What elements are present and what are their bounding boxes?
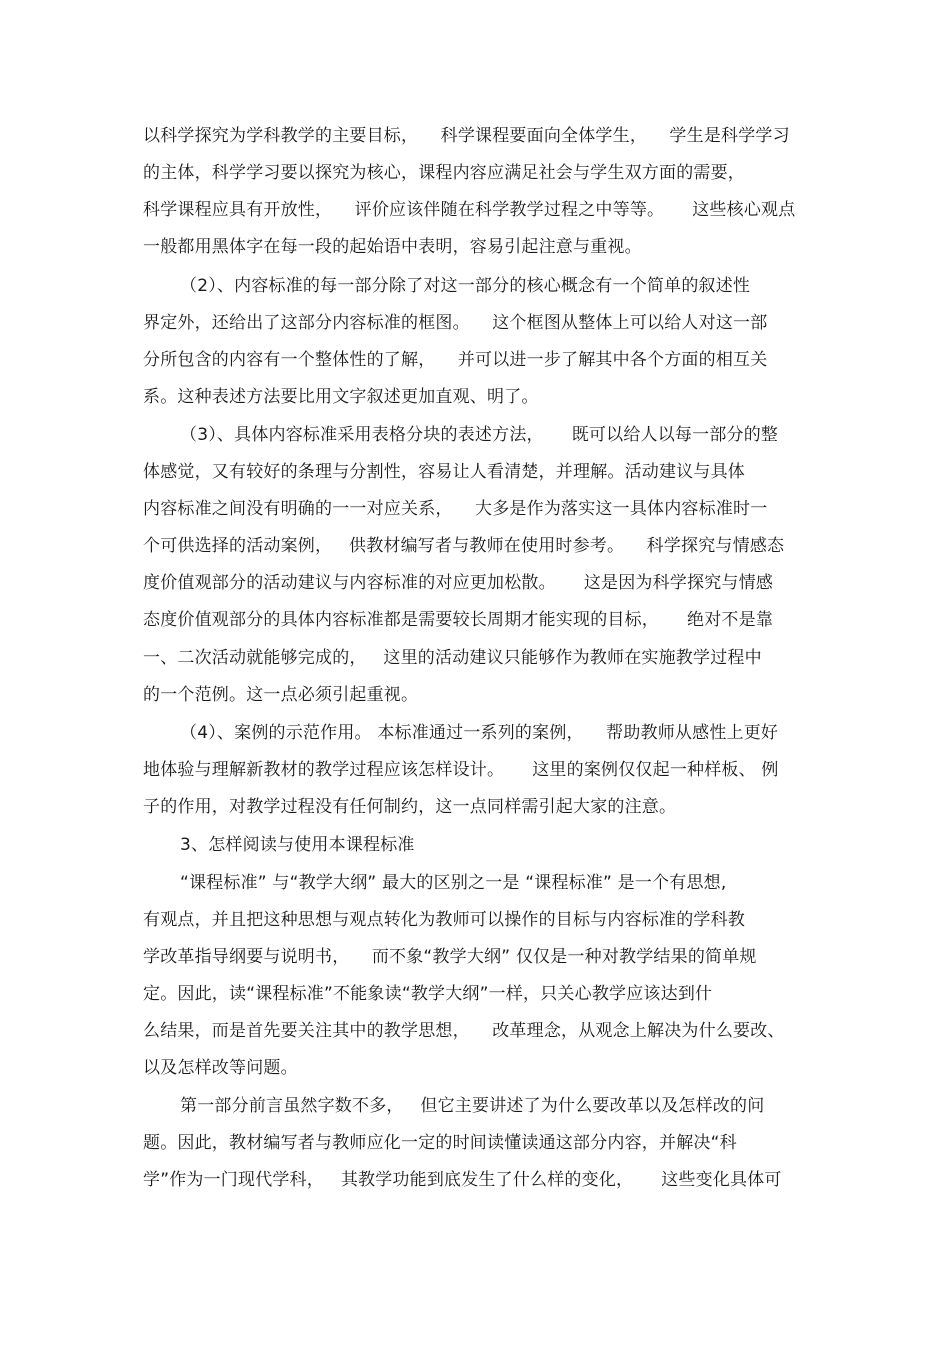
text-line: 第一部分前言虽然字数不多， 但它主要讲述了为什么要改革以及怎样改的问	[180, 1096, 765, 1116]
text-line: （3）、具体内容标准采用表格分块的表述方法， 既可以给人以每一部分的整	[180, 425, 779, 445]
text-line: 题。因此，教材编写者与教师应化一定的时间读懂读通这部分内容，并解决“科	[143, 1133, 737, 1153]
text-line: 一般都用黑体字在每一段的起始语中表明，容易引起注意与重视。	[143, 237, 642, 257]
text-line: “课程标准” 与“教学大纲” 最大的区别之一是 “课程标准” 是一个有思想,	[180, 873, 727, 893]
text-line: （2）、内容标准的每一部分除了对这一部分的核心概念有一个简单的叙述性	[180, 276, 751, 296]
text-line: 以科学探究为学科教学的主要目标， 科学课程要面向全体学生， 学生是科学学习	[143, 126, 790, 146]
text-line: 地体验与理解新教材的教学过程应该怎样设计。 这里的案例仅仅起一种样板、 例	[143, 760, 779, 780]
text-line: 科学课程应具有开放性， 评价应该伴随在科学教学过程之中等等。 这些核心观点	[143, 200, 796, 220]
text-line: 有观点，并且把这种思想与观点转化为教师可以操作的目标与内容标准的学科教	[143, 910, 745, 930]
text-line: 以及怎样改等问题。	[143, 1058, 298, 1078]
text-line: 态度价值观部分的具体内容标准都是需要较长周期才能实现的目标， 绝对不是靠	[143, 610, 774, 630]
section-heading: 3、怎样阅读与使用本课程标准	[180, 835, 415, 855]
text-line: 内容标准之间没有明确的一一对应关系， 大多是作为落实这一具体内容标准时一	[143, 499, 768, 519]
text-line: 的一个范例。这一点必须引起重视。	[143, 685, 419, 705]
text-line: 定。因此，读“课程标准”不能象读“教学大纲”一样，只关心教学应该达到什	[143, 984, 713, 1004]
text-line: 一、二次活动就能够完成的， 这里的活动建议只能够作为教师在实施教学过程中	[143, 648, 762, 668]
text-line: 个可供选择的活动案例， 供教材编写者与教师在使用时参考。 科学探究与情感态	[143, 536, 785, 556]
text-line: 么结果，而是首先要关注其中的教学思想， 改革理念，从观念上解决为什么要改、	[143, 1021, 785, 1041]
text-line: 的主体，科学学习要以探究为核心，课程内容应满足社会与学生双方面的需要，	[143, 163, 745, 183]
text-line: （4）、案例的示范作用。 本标准通过一系列的案例， 帮助教师从感性上更好	[180, 723, 779, 743]
text-line: 学改革指导纲要与说明书， 而不象“教学大纲” 仅仅是一种对教学结果的简单规	[143, 947, 757, 967]
text-line: 界定外，还给出了这部分内容标准的框图。 这个框图从整体上可以给人对这一部	[143, 313, 768, 333]
text-line: 学”作为一门现代学科， 其教学功能到底发生了什么样的变化， 这些变化具体可	[143, 1170, 782, 1190]
text-line: 系。这种表述方法要比用文字叙述更加直观、明了。	[143, 387, 539, 407]
text-line: 分所包含的内容有一个整体性的了解， 并可以进一步了解其中各个方面的相互关	[143, 350, 768, 370]
text-line: 度价值观部分的活动建议与内容标准的对应更加松散。 这是因为科学探究与情感	[143, 573, 774, 593]
text-line: 子的作用，对教学过程没有任何制约，这一点同样需引起大家的注意。	[143, 797, 677, 817]
text-line: 体感觉，又有较好的条理与分割性，容易让人看清楚，并理解。活动建议与具体	[143, 462, 745, 482]
